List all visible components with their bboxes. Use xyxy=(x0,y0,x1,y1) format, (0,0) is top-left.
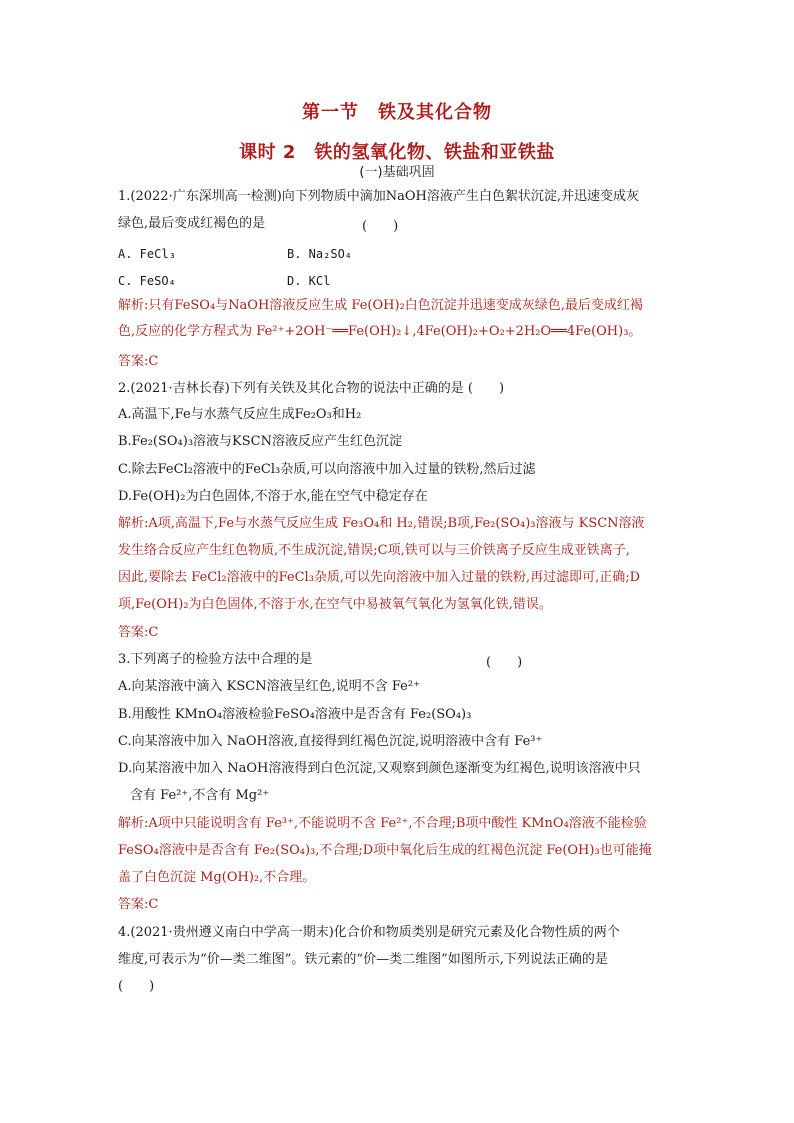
q1-option-d: D. KCl xyxy=(287,274,331,288)
q1-answer: 答案:C xyxy=(118,354,159,369)
q3-explanation-line3: 盖了白色沉淀 Mg(OH)₂,不合理。 xyxy=(118,870,316,885)
q2-explanation-line3: 因此,要除去 FeCl₂溶液中的FeCl₃杂质,可以先向溶液中加入过量的铁粉,再过滤即可,正确;D xyxy=(118,570,641,585)
subsection-title: (一)基础巩固 xyxy=(359,165,435,180)
q1-explanation-line1: 解析:只有FeSO₄与NaOH溶液反应生成 Fe(OH)₂白色沉淀并迅速变成灰绿色,最后变成红褐 xyxy=(118,298,643,313)
section-title: 第一节 铁及其化合物 xyxy=(302,102,492,123)
q2-option-a: A.高温下,Fe与水蒸气反应生成Fe₂O₃和H₂ xyxy=(118,407,362,422)
q2-option-c: C.除去FeCl₂溶液中的FeCl₃杂质,可以向溶液中加入过量的铁粉,然后过滤 xyxy=(118,462,536,477)
q2-explanation-line1: 解析:A项,高温下,Fe与水蒸气反应生成 Fe₃O₄和 H₂,错误;B项,Fe₂(SO₄)₃溶液与 KSCN溶液 xyxy=(118,516,645,531)
q1-answer-blank: ( ) xyxy=(362,219,399,234)
q3-option-b: B.用酸性 KMnO₄溶液检验FeSO₄溶液中是否含有 Fe₂(SO₄)₃ xyxy=(118,707,472,722)
q3-option-d-line1: D.向某溶液中加入 NaOH溶液得到白色沉淀,又观察到颜色逐渐变为红褐色,说明该溶液中只 xyxy=(118,761,641,776)
q3-stem: 3.下列离子的检验方法中合理的是 xyxy=(118,652,313,667)
q3-answer: 答案:C xyxy=(118,897,159,912)
q2-answer: 答案:C xyxy=(118,625,159,640)
q2-explanation-line2: 发生络合反应产生红色物质,不生成沉淀,错误;C项,铁可以与三价铁离子反应生成亚铁离子, xyxy=(118,543,630,558)
q4-stem-line2: 维度,可表示为“价—类二维图”。铁元素的“价—类二维图”如图所示,下列说法正确的是 xyxy=(118,952,608,967)
q4-answer-blank: ( ) xyxy=(118,979,155,994)
q3-explanation-line1: 解析:A项中只能说明含有 Fe³⁺,不能说明不含 Fe²⁺,不合理;B项中酸性 KMnO₄溶液不能检验 xyxy=(118,816,647,831)
q2-explanation-line4: 项,Fe(OH)₂为白色固体,不溶于水,在空气中易被氧气氧化为氢氧化铁,错误。 xyxy=(118,597,552,612)
q2-stem: 2.(2021·吉林长春)下列有关铁及其化合物的说法中正确的是 ( ) xyxy=(118,381,505,396)
q1-option-c: C. FeSO₄ xyxy=(118,274,176,288)
q3-explanation-line2: FeSO₄溶液中是否含有 Fe₂(SO₄)₃,不合理;D项中氧化后生成的红褐色沉淀 Fe(OH)₃也可能掩 xyxy=(118,843,652,858)
q3-answer-blank: ( ) xyxy=(486,655,523,670)
q3-option-d-line2: 含有 Fe²⁺,不含有 Mg²⁺ xyxy=(130,788,270,803)
q1-explanation-line2: 色,反应的化学方程式为 Fe²⁺+2OH⁻══Fe(OH)₂↓,4Fe(OH)₂+O₂+2H₂O══4Fe(OH)₃。 xyxy=(118,324,642,339)
q3-option-c: C.向某溶液中加入 NaOH溶液,直接得到红褐色沉淀,说明溶液中含有 Fe³⁺ xyxy=(118,734,543,749)
q2-option-b: B.Fe₂(SO₄)₃溶液与KSCN溶液反应产生红色沉淀 xyxy=(118,434,402,449)
q1-stem-line1: 1.(2022·广东深圳高一检测)向下列物质中滴加NaOH溶液产生白色絮状沉淀,并迅速变成灰 xyxy=(118,189,640,204)
lesson-title: 课时 2 铁的氢氧化物、铁盐和亚铁盐 xyxy=(239,142,555,163)
q2-option-d: D.Fe(OH)₂为白色固体,不溶于水,能在空气中稳定存在 xyxy=(118,489,428,504)
q1-option-a: A. FeCl₃ xyxy=(118,247,176,261)
q1-stem-line2: 绿色,最后变成红褐色的是 xyxy=(118,216,266,231)
q4-stem-line1: 4.(2021·贵州遵义南白中学高一期末)化合价和物质类别是研究元素及化合物性质的两个 xyxy=(118,925,620,940)
q3-option-a: A.向某溶液中滴入 KSCN溶液呈红色,说明不含 Fe²⁺ xyxy=(118,679,420,694)
q1-option-b: B. Na₂SO₄ xyxy=(287,247,353,261)
